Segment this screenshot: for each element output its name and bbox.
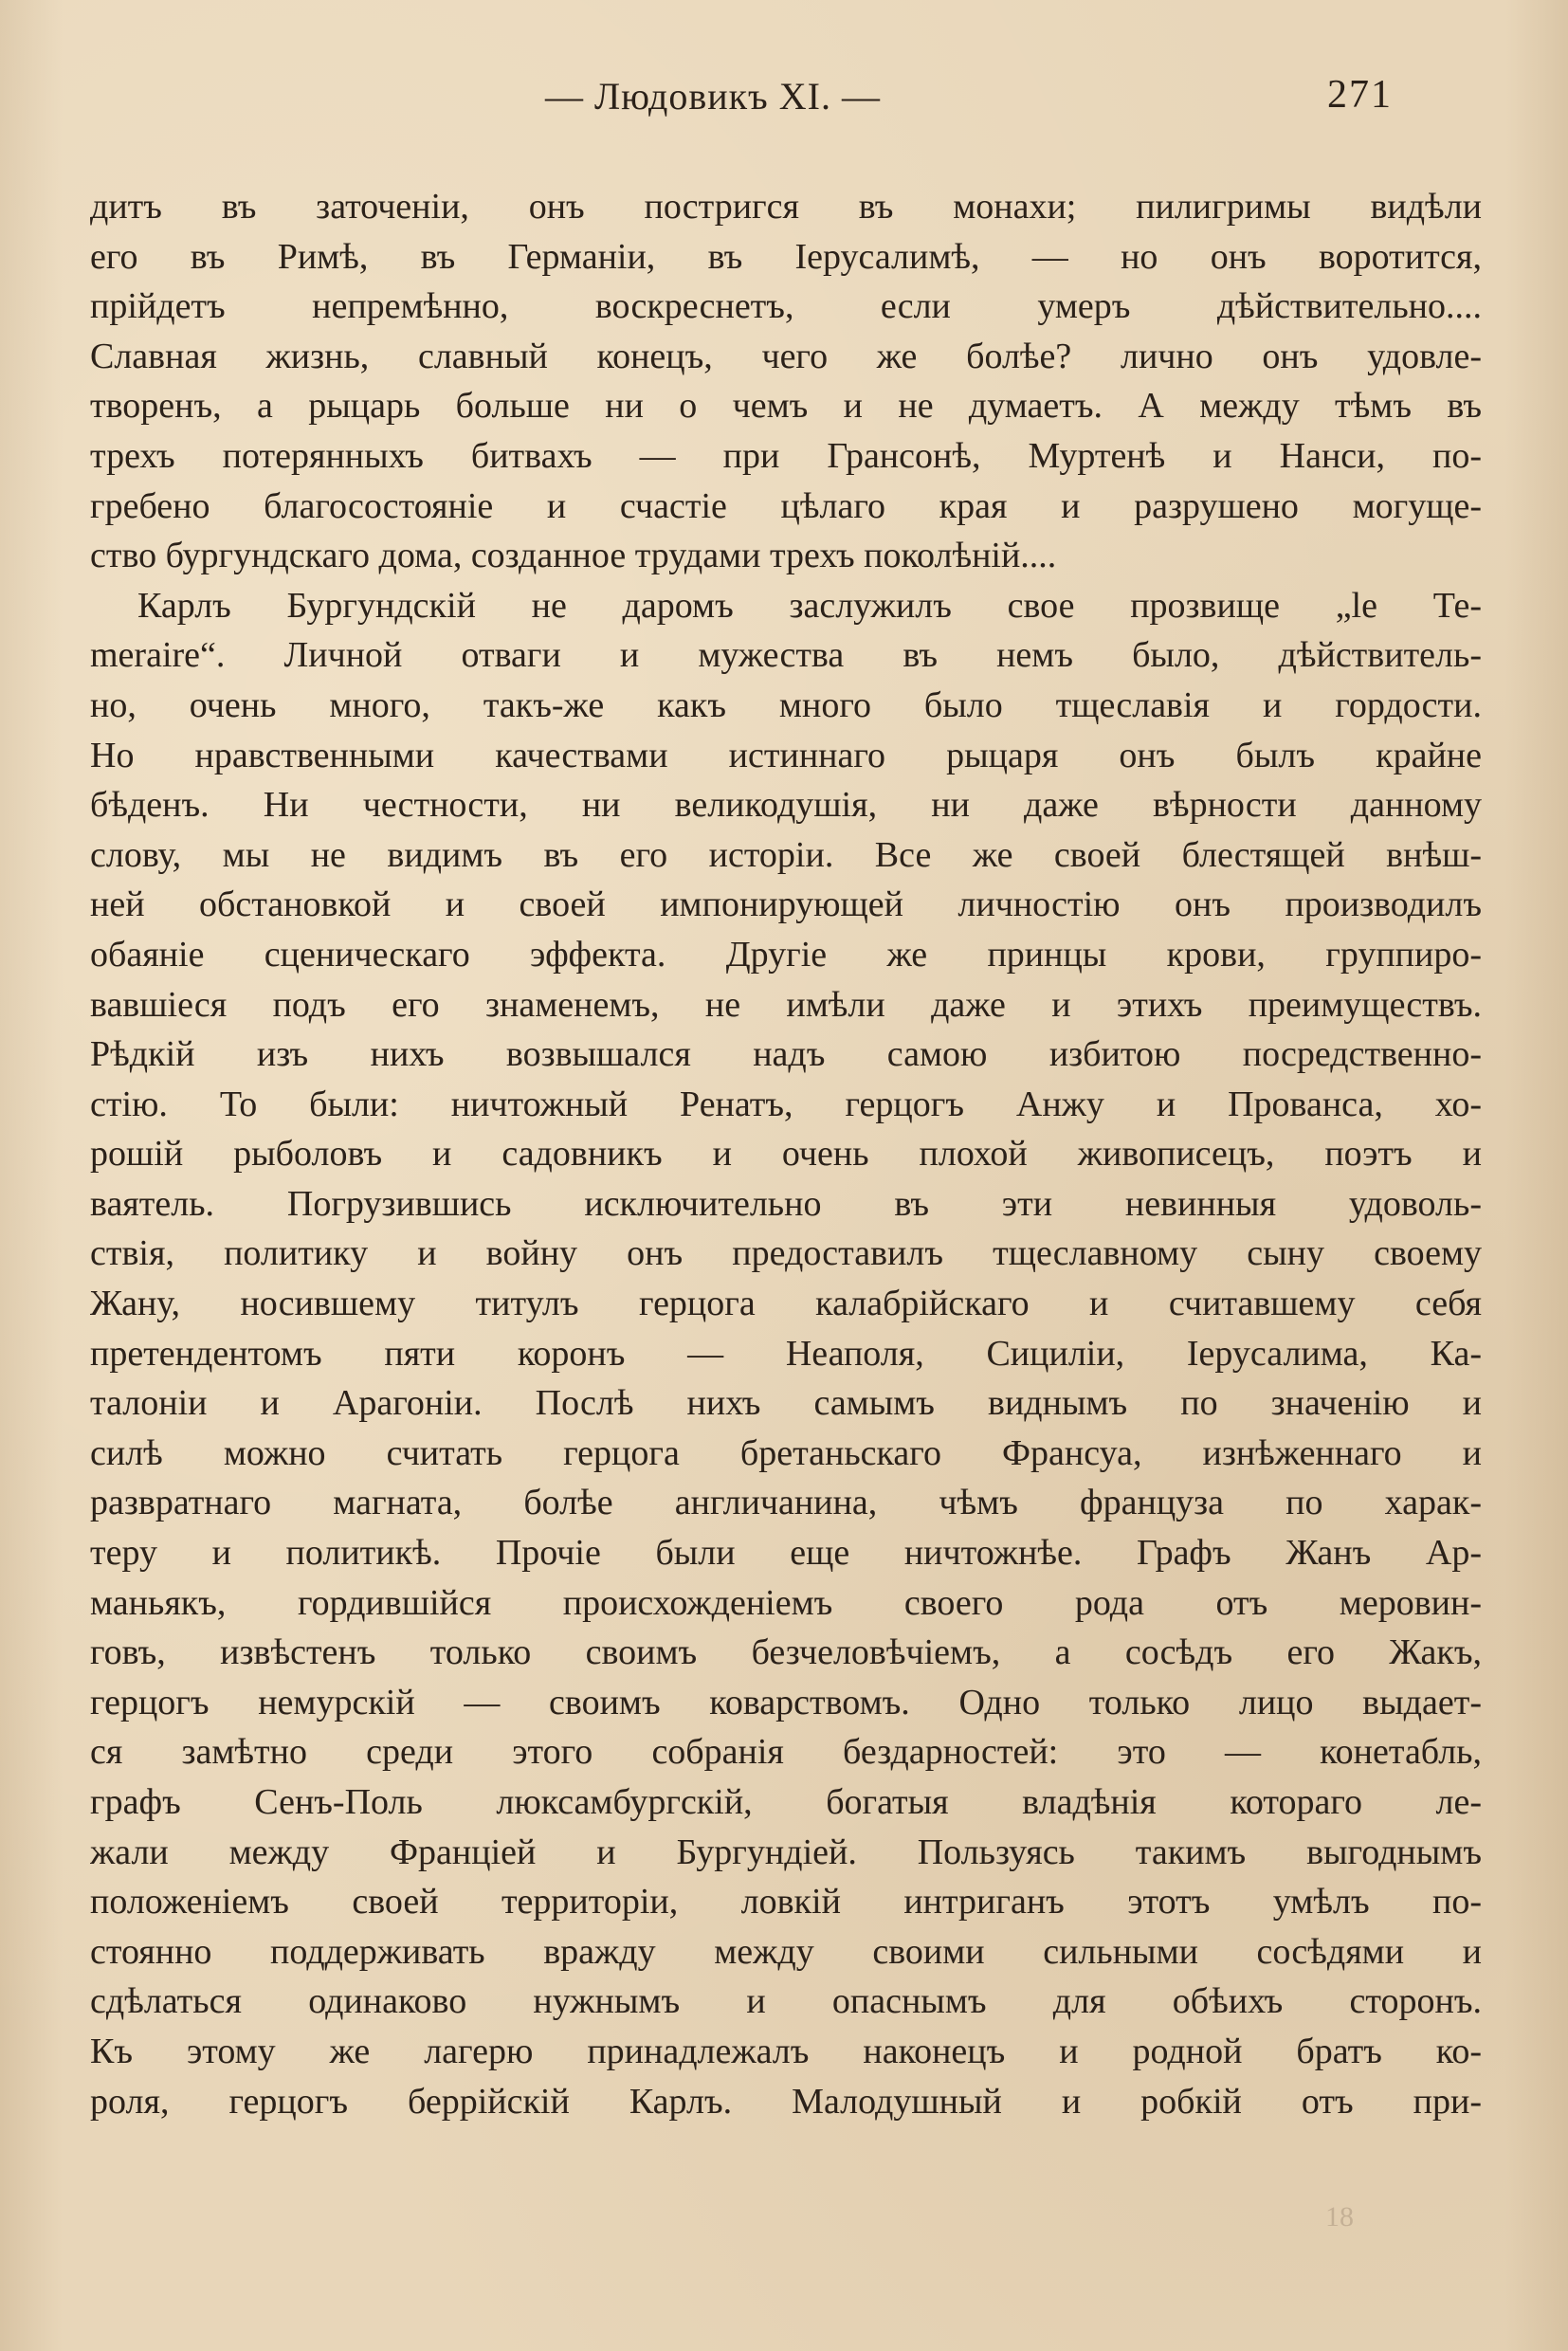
running-head bbox=[0, 74, 1568, 131]
text-line: обаяніе сценическаго эффекта. Другіе же принцы крови, группиро- bbox=[90, 934, 1482, 975]
text-line: стоянно поддерживать вражду между своими сильными сосѣдями и bbox=[90, 1931, 1482, 1972]
text-line: сдѣлаться одинаково нужнымъ и опаснымъ для обѣихъ сторонъ. bbox=[90, 1981, 1482, 2022]
text-line: графъ Сенъ-Поль люксамбургскій, богатыя владѣнія котораго ле- bbox=[90, 1782, 1482, 1822]
body-text bbox=[90, 182, 1482, 2126]
text-line: рошій рыболовъ и садовникъ и очень плохой живописецъ, поэтъ и bbox=[90, 1134, 1482, 1175]
text-line: Рѣдкій изъ нихъ возвышался надъ самою избитою посредственно- bbox=[90, 1034, 1482, 1075]
text-line: Славная жизнь, славный конецъ, чего же болѣе? лично онъ удовле- bbox=[90, 336, 1482, 376]
text-line: жали между Франціей и Бургундіей. Пользуясь такимъ выгоднымъ bbox=[90, 1832, 1482, 1872]
text-line: говъ, извѣстенъ только своимъ безчеловѣчіемъ, а сосѣдъ его Жакъ, bbox=[90, 1632, 1482, 1673]
text-line: трехъ потерянныхъ битвахъ — при Грансонѣ, Муртенѣ и Нанси, по- bbox=[90, 435, 1482, 476]
paragraph-start-line: Карлъ Бургундскій не даромъ заслужилъ свое прозвище „le Те- bbox=[137, 585, 1482, 626]
text-line: гребено благосостояніе и счастіе цѣлаго края и разрушено могуще- bbox=[90, 485, 1482, 526]
text-line: стію. То были: ничтожный Ренатъ, герцогъ Анжу и Прованса, хо- bbox=[90, 1084, 1482, 1124]
text-line: маньякъ, гордившійся происхожденіемъ своего рода отъ меровин- bbox=[90, 1582, 1482, 1623]
chapter-title: — Людовикъ XI. — bbox=[545, 75, 881, 118]
text-line: Жану, носившему титулъ герцога калабрійскаго и считавшему себя bbox=[90, 1284, 1482, 1324]
text-line: ней обстановкой и своей импонирующей личностію онъ производилъ bbox=[90, 884, 1482, 925]
text-line: дитъ въ заточеніи, онъ постригся въ монахи; пилигримы видѣли bbox=[90, 187, 1482, 227]
text-line: ствія, политику и войну онъ предоставилъ тщеславному сыну своему bbox=[90, 1233, 1482, 1274]
text-line: слову, мы не видимъ въ его исторіи. Все же своей блестящей внѣш- bbox=[90, 834, 1482, 875]
text-line: бѣденъ. Ни честности, ни великодушія, ни даже вѣрности данному bbox=[90, 785, 1482, 826]
text-line: ся замѣтно среди этого собранія бездарностей: это — конетабль, bbox=[90, 1732, 1482, 1773]
page-number: 271 bbox=[1327, 73, 1393, 117]
text-line: теру и политикѣ. Прочіе были еще ничтожнѣе. Графъ Жанъ Ар- bbox=[90, 1533, 1482, 1574]
text-line: Къ этому же лагерю принадлежалъ наконецъ и родной братъ ко- bbox=[90, 2031, 1482, 2071]
text-line: герцогъ немурскій — своимъ коварствомъ. Одно только лицо выдает- bbox=[90, 1682, 1482, 1722]
text-line: талоніи и Арагоніи. Послѣ нихъ самымъ виднымъ по значенію и bbox=[90, 1383, 1482, 1424]
text-line: ваятель. Погрузившись исключительно въ эти невинныя удоволь- bbox=[90, 1183, 1482, 1224]
text-line: претендентомъ пяти коронъ — Неаполя, Сициліи, Іерусалима, Ка- bbox=[90, 1333, 1482, 1374]
text-line: развратнаго магната, болѣе англичанина, чѣмъ француза по харак- bbox=[90, 1483, 1482, 1523]
signature-mark: 18 bbox=[1325, 2201, 1354, 2233]
text-line: но, очень много, такъ-же какъ много было тщеславія и гордости. bbox=[90, 684, 1482, 725]
text-line: положеніемъ своей территоріи, ловкій интриганъ этотъ умѣлъ по- bbox=[90, 1882, 1482, 1923]
text-line: прійдетъ непремѣнно, воскреснетъ, если умеръ дѣйствительно.... bbox=[90, 286, 1482, 327]
text-line: meraire“. Личной отваги и мужества въ немъ было, дѣйствитель- bbox=[90, 635, 1482, 676]
text-line: вавшіеся подъ его знаменемъ, не имѣли даже и этихъ преимуществъ. bbox=[90, 984, 1482, 1025]
text-line: роля, герцогъ беррійскій Карлъ. Малодушный и робкій отъ при- bbox=[90, 2081, 1482, 2122]
text-line: Но нравственными качествами истиннаго рыцаря онъ былъ крайне bbox=[90, 735, 1482, 775]
text-line: ство бургундскаго дома, созданное трудами трехъ поколѣній.... bbox=[90, 536, 1057, 576]
text-line: творенъ, а рыцарь больше ни о чемъ и не думаетъ. А между тѣмъ въ bbox=[90, 386, 1482, 427]
text-line: его въ Римѣ, въ Германіи, въ Іерусалимѣ, — но онъ воротится, bbox=[90, 236, 1482, 277]
text-line: силѣ можно считать герцога бретаньскаго Франсуа, изнѣженнаго и bbox=[90, 1432, 1482, 1473]
